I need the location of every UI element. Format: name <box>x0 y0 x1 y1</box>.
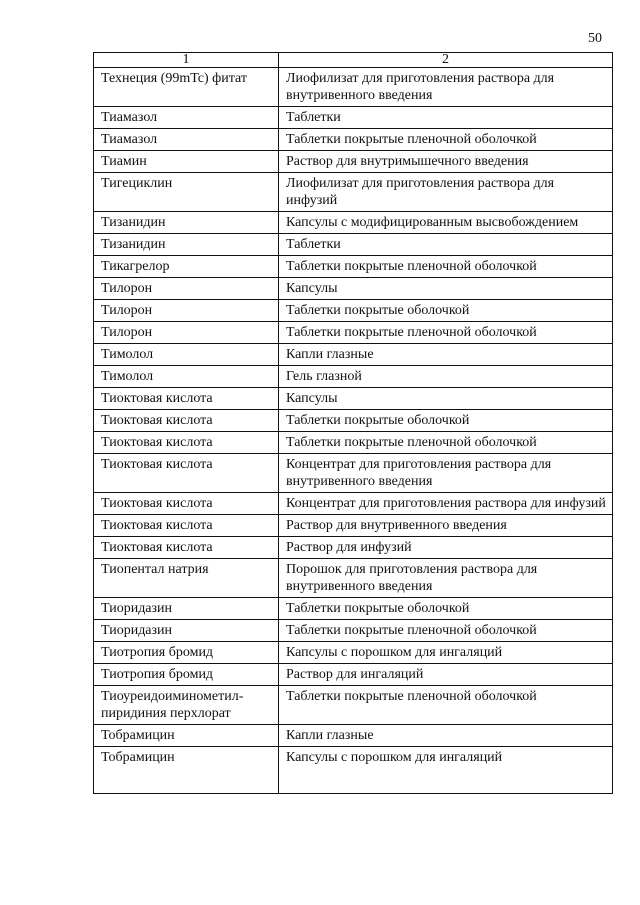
drug-table <box>93 52 613 794</box>
table-row <box>94 107 613 129</box>
drug-name-cell: Тиопентал натрия <box>94 559 279 598</box>
drug-name-cell: Тиоридазин <box>94 598 279 620</box>
drug-name-cell: Тиоуреидоиминометил-пиридиния перхлорат <box>94 686 279 725</box>
drug-name-cell: Тимолол <box>94 366 279 388</box>
page-number: 50 <box>588 31 602 46</box>
table-row <box>94 493 613 515</box>
dosage-form-cell: Раствор для внутримышечного введения <box>279 151 613 173</box>
drug-name-cell: Тиамин <box>94 151 279 173</box>
table-row <box>94 256 613 278</box>
drug-name-cell: Тизанидин <box>94 212 279 234</box>
dosage-form-cell: Таблетки покрытые оболочкой <box>279 410 613 432</box>
dosage-form-cell: Концентрат для приготовления раствора для внутривенного введения <box>279 454 613 493</box>
dosage-form-cell: Раствор для ингаляций <box>279 664 613 686</box>
table-row <box>94 432 613 454</box>
dosage-form-cell: Таблетки покрытые пленочной оболочкой <box>279 322 613 344</box>
table-row <box>94 173 613 212</box>
drug-name-cell: Тиоктовая кислота <box>94 388 279 410</box>
dosage-form-cell: Капли глазные <box>279 725 613 747</box>
drug-name-cell: Тиоктовая кислота <box>94 410 279 432</box>
dosage-form-cell: Таблетки <box>279 234 613 256</box>
column-header-2: 2 <box>279 53 613 68</box>
table-row <box>94 212 613 234</box>
drug-name-cell: Тиотропия бромид <box>94 642 279 664</box>
table-row <box>94 300 613 322</box>
table-row <box>94 725 613 747</box>
drug-name-cell: Тиоктовая кислота <box>94 537 279 559</box>
dosage-form-cell: Таблетки покрытые пленочной оболочкой <box>279 620 613 642</box>
dosage-form-cell: Раствор для внутривенного введения <box>279 515 613 537</box>
drug-name-cell: Тилорон <box>94 300 279 322</box>
dosage-form-cell: Раствор для инфузий <box>279 537 613 559</box>
table-row <box>94 620 613 642</box>
dosage-form-cell: Капсулы <box>279 278 613 300</box>
table-row <box>94 642 613 664</box>
table-row <box>94 664 613 686</box>
drug-name-cell: Тобрамицин <box>94 725 279 747</box>
table-row <box>94 537 613 559</box>
dosage-form-cell: Порошок для приготовления раствора для внутривенного введения <box>279 559 613 598</box>
drug-name-cell: Тикагрелор <box>94 256 279 278</box>
table-row <box>94 515 613 537</box>
drug-name-cell: Тилорон <box>94 278 279 300</box>
table-row <box>94 366 613 388</box>
drug-name-cell: Тилорон <box>94 322 279 344</box>
table-row <box>94 410 613 432</box>
drug-name-cell: Тигециклин <box>94 173 279 212</box>
dosage-form-cell: Капсулы с модифицированным высвобождением <box>279 212 613 234</box>
table-row <box>94 234 613 256</box>
dosage-form-cell: Капсулы с порошком для ингаляций <box>279 747 613 794</box>
dosage-form-cell: Таблетки покрытые пленочной оболочкой <box>279 129 613 151</box>
drug-name-cell: Тиоридазин <box>94 620 279 642</box>
drug-name-cell: Тиоктовая кислота <box>94 493 279 515</box>
dosage-form-cell: Таблетки покрытые оболочкой <box>279 598 613 620</box>
drug-name-cell: Технеция (99mTc) фитат <box>94 68 279 107</box>
table-row <box>94 454 613 493</box>
dosage-form-cell: Таблетки покрытые пленочной оболочкой <box>279 686 613 725</box>
dosage-form-cell: Лиофилизат для приготовления раствора для инфузий <box>279 173 613 212</box>
drug-name-cell: Тиоктовая кислота <box>94 454 279 493</box>
drug-name-cell: Тиамазол <box>94 129 279 151</box>
dosage-form-cell: Капсулы <box>279 388 613 410</box>
table-row <box>94 388 613 410</box>
dosage-form-cell: Таблетки <box>279 107 613 129</box>
dosage-form-cell: Таблетки покрытые пленочной оболочкой <box>279 256 613 278</box>
drug-name-cell: Тимолол <box>94 344 279 366</box>
column-header-1: 1 <box>94 53 279 68</box>
table-row <box>94 686 613 725</box>
table-row <box>94 344 613 366</box>
drug-name-cell: Тобрамицин <box>94 747 279 794</box>
table-row <box>94 322 613 344</box>
dosage-form-cell: Таблетки покрытые пленочной оболочкой <box>279 432 613 454</box>
table-row <box>94 598 613 620</box>
drug-name-cell: Тизанидин <box>94 234 279 256</box>
dosage-form-cell: Лиофилизат для приготовления раствора для внутривенного введения <box>279 68 613 107</box>
table-row <box>94 559 613 598</box>
drug-name-cell: Тиоктовая кислота <box>94 432 279 454</box>
header-row <box>94 53 613 68</box>
table-row <box>94 68 613 107</box>
drug-name-cell: Тиоктовая кислота <box>94 515 279 537</box>
table-row <box>94 278 613 300</box>
drug-name-cell: Тиотропия бромид <box>94 664 279 686</box>
dosage-form-cell: Капли глазные <box>279 344 613 366</box>
dosage-form-cell: Гель глазной <box>279 366 613 388</box>
dosage-form-cell: Капсулы с порошком для ингаляций <box>279 642 613 664</box>
dosage-form-cell: Концентрат для приготовления раствора для инфузий <box>279 493 613 515</box>
table-row <box>94 129 613 151</box>
drug-name-cell: Тиамазол <box>94 107 279 129</box>
table-row <box>94 151 613 173</box>
dosage-form-cell: Таблетки покрытые оболочкой <box>279 300 613 322</box>
table-row <box>94 747 613 794</box>
